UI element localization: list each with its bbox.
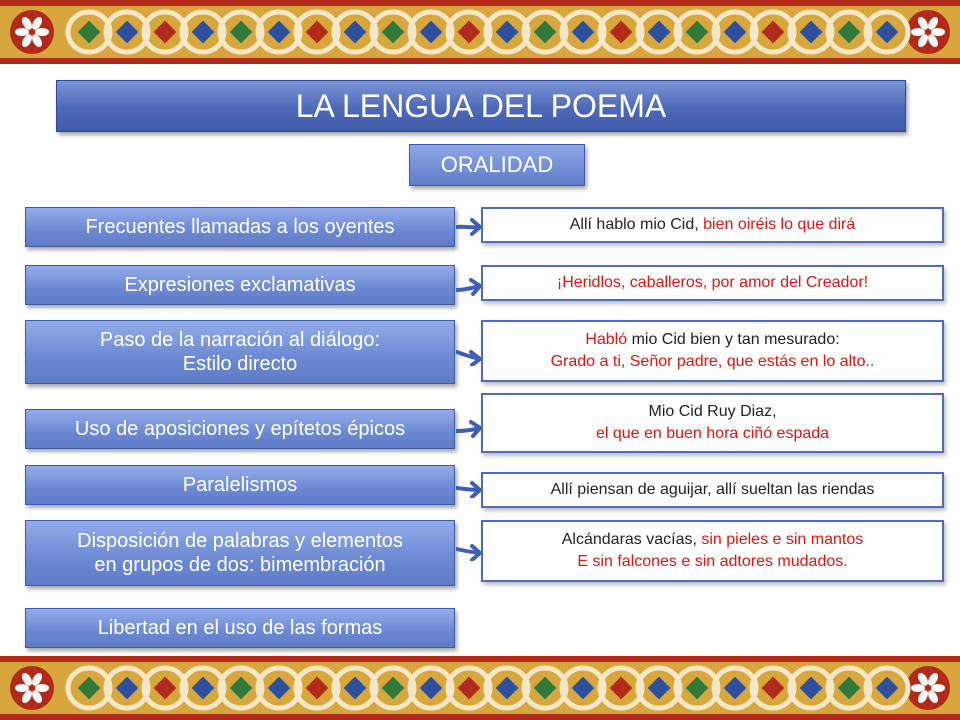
feature-label: Libertad en el uso de las formas [97,617,383,639]
arrow-icon [456,278,482,296]
feature-label: Uso de aposiciones y epítetos épicos [74,418,406,440]
decorative-border-bottom [0,656,960,720]
feature-label: Expresiones exclamativas [124,274,356,296]
feature-box-aposiciones [25,409,455,449]
feature-box-paralelismos [25,465,455,505]
example-text-highlight: bien oiréis lo que dirá [703,216,856,233]
decorative-border-top [0,0,960,64]
flower-petal [911,684,925,692]
example-box-llamadas-oyentes [481,207,944,243]
example-text-highlight: E sin falcones e sin adtores mudados. [577,553,848,570]
flower-petal [931,684,945,692]
arrow-icon [456,218,482,236]
example-text: Allí hablo mio Cid, [569,216,704,233]
example-box-exclamativas [481,265,944,301]
example-box-bimembracion [481,520,944,582]
example-text-highlight: Habló [585,331,628,348]
example-box-aposiciones [481,393,944,453]
section-label-oralidad: ORALIDAD [409,144,585,186]
example-text-highlight: ¡Heridlos, caballeros, por amor del Creador! [556,274,869,291]
arrow-icon [456,420,482,438]
flower-petal [35,28,49,36]
arrow-icon [456,543,482,561]
feature-box-estilo-directo [25,320,455,384]
feature-label-line2: Estilo directo [182,353,298,375]
example-text: Allí piensan de aguijar, allí sueltan las riendas [550,481,875,498]
flower-petal [15,28,29,36]
feature-label-line1: Paso de la narración al diálogo: [99,329,381,351]
example-box-estilo-directo [481,320,944,382]
flower-petal [15,684,29,692]
feature-box-llamadas-oyentes [25,207,455,247]
feature-box-bimembracion [25,520,455,586]
feature-label: Frecuentes llamadas a los oyentes [85,216,395,238]
flower-petal [931,28,945,36]
slide-title: LA LENGUA DEL POEMA [56,80,906,132]
example-text: mio Cid bien y tan mesurado: [627,331,840,348]
example-text-highlight: Grado a ti, Señor padre, que estás en lo alto.. [550,353,875,370]
flower-petal [911,28,925,36]
arrow-icon [456,348,482,366]
feature-label: Paralelismos [182,474,298,496]
example-text-highlight: sin pieles e sin mantos [701,531,864,548]
feature-label-line2: en grupos de dos: bimembración [94,554,386,576]
example-box-paralelismos [481,472,944,508]
arrow-icon [456,480,482,498]
example-text-highlight: el que en buen hora ciñó espada [595,425,830,442]
flower-petal [35,684,49,692]
feature-box-libertad-formas [25,608,455,648]
example-text: Mio Cid Ruy Diaz, [648,403,777,420]
feature-box-exclamativas [25,265,455,305]
example-text: Alcándaras vacías, [561,531,702,548]
feature-label-line1: Disposición de palabras y elementos [77,530,403,552]
